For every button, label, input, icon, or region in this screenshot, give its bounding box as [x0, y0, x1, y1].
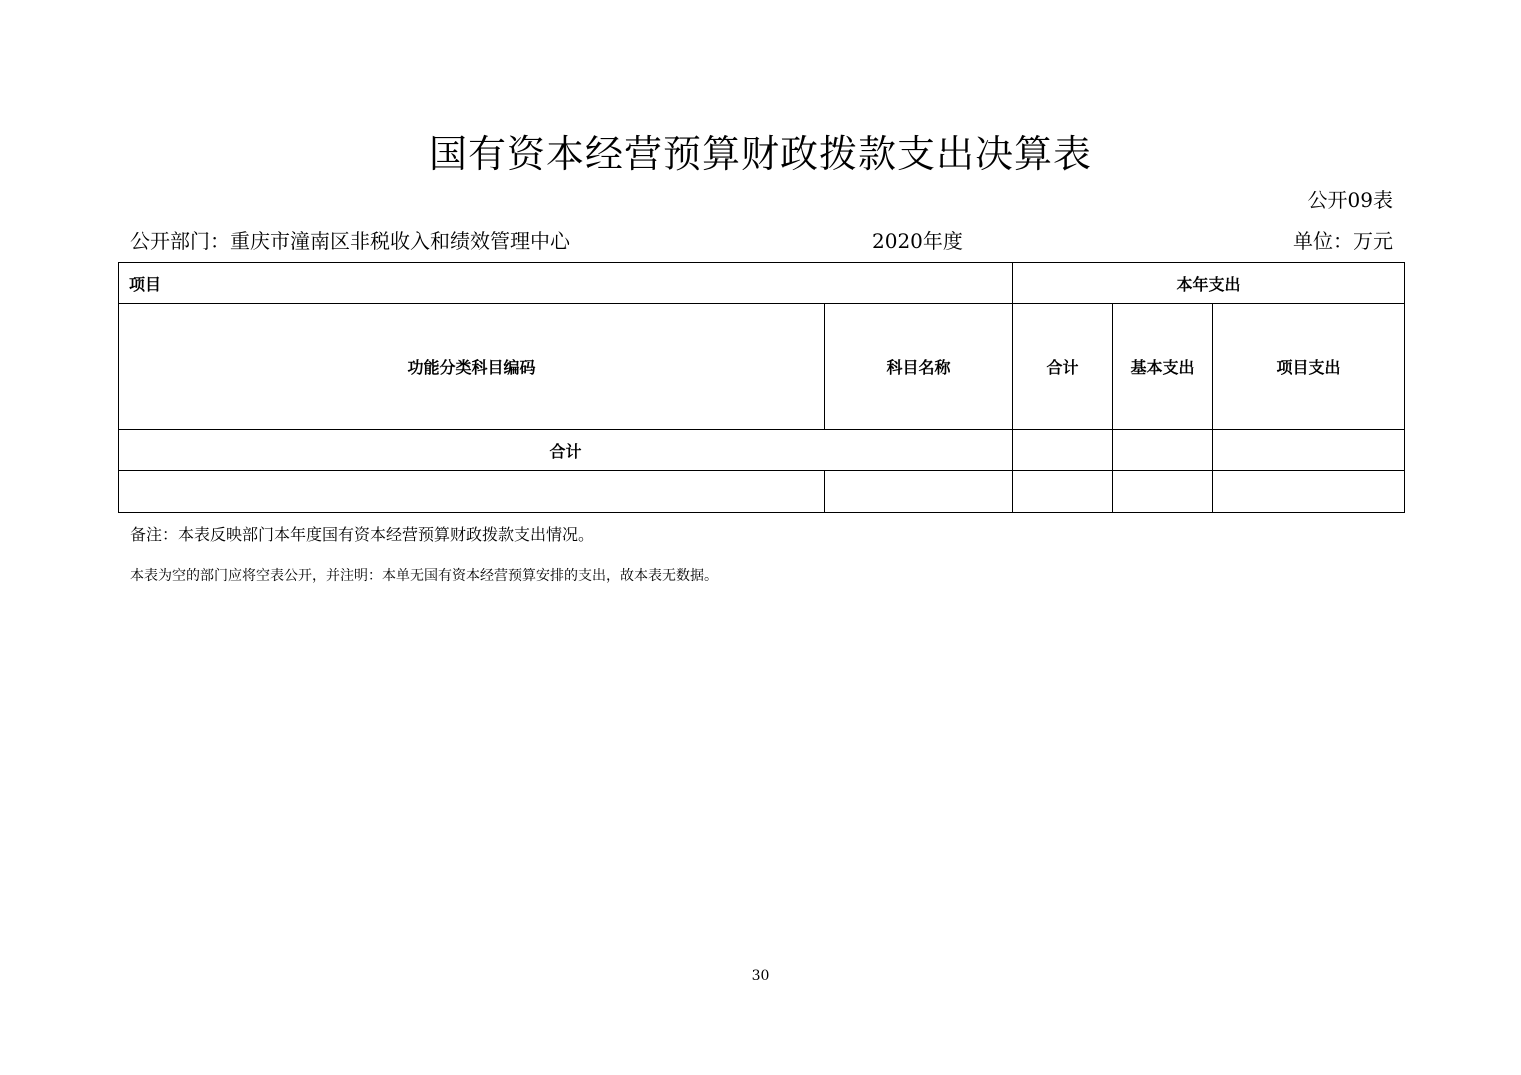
- header-item: 项目: [119, 263, 1013, 304]
- table-header-row: [119, 263, 1405, 304]
- note-empty-explanation: 本表为空的部门应将空表公开，并注明：本单无国有资本经营预算安排的支出，故本表无数据。: [130, 568, 718, 584]
- total-row-label: 合计: [119, 430, 1013, 471]
- page-title: 国有资本经营预算财政拨款支出决算表: [428, 132, 1092, 176]
- meta-row: [130, 227, 1393, 255]
- budget-table: [118, 262, 1405, 513]
- total-row-basic: [1113, 430, 1213, 471]
- fiscal-year: 2020年度: [872, 229, 963, 253]
- note-remark: 备注：本表反映部门本年度国有资本经营预算财政拨款支出情况。: [130, 525, 595, 544]
- table-subheader-row: [119, 304, 1405, 430]
- unit-label: 单位：万元: [1293, 229, 1393, 253]
- table-row: [119, 471, 1405, 513]
- total-row: [119, 430, 1405, 471]
- header-current-year: 本年支出: [1013, 263, 1405, 304]
- total-row-project: [1213, 430, 1405, 471]
- row-total: [1013, 471, 1113, 513]
- row-basic: [1113, 471, 1213, 513]
- department-label: 公开部门：: [130, 229, 230, 253]
- header-name: 科目名称: [825, 304, 1013, 430]
- row-project: [1213, 471, 1405, 513]
- department-value: 重庆市潼南区非税收入和绩效管理中心: [230, 229, 570, 253]
- page-number: 30: [751, 968, 770, 984]
- total-row-total: [1013, 430, 1113, 471]
- row-name: [825, 471, 1013, 513]
- department-info: [130, 227, 570, 255]
- row-code: [119, 471, 825, 513]
- header-total: 合计: [1013, 304, 1113, 430]
- header-project: 项目支出: [1213, 304, 1405, 430]
- header-code: 功能分类科目编码: [119, 304, 825, 430]
- table-number: 公开09表: [1307, 188, 1393, 212]
- header-basic: 基本支出: [1113, 304, 1213, 430]
